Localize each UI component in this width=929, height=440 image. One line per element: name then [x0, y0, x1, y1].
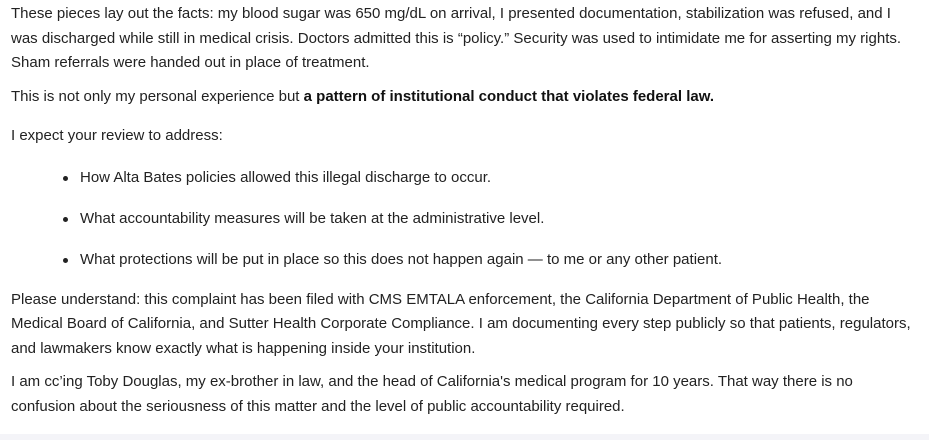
bottom-divider	[0, 434, 929, 440]
review-intro: I expect your review to address:	[11, 127, 223, 144]
facts-paragraph: These pieces lay out the facts: my blood sugar was 650 mg/dL on arrival, I presented documentation, stabilization was refused, and I was discharged while still in medical crisis. Doctors admitted this is “policy.” Security was used to intimidate me for asserting my rights. Sham referrals were handed out in place of treatment.	[11, 5, 902, 71]
pattern-paragraph-bold: a pattern of institutional conduct that violates federal law.	[303, 87, 714, 105]
list-item-text: What accountability measures will be taken at the administrative level.	[80, 209, 545, 227]
bullet-icon	[63, 217, 68, 222]
bullet-icon	[63, 176, 68, 181]
list-item	[11, 166, 911, 190]
email-body	[11, 2, 911, 419]
list-item-text: How Alta Bates policies allowed this illegal discharge to occur.	[80, 168, 492, 186]
list-item	[11, 207, 911, 231]
complaint-paragraph: Please understand: this complaint has been filed with CMS EMTALA enforcement, the California Department of Public Health, the Medical Board of California, and Sutter Health Corporate Compliance. I am documenting every step publicly so that patients, regulators, and lawmakers know exactly what is happening inside your institution.	[11, 290, 911, 357]
list-item	[11, 248, 911, 272]
cc-paragraph: I am cc’ing Toby Douglas, my ex-brother in law, and the head of California's medical program for 10 years. That way there is no confusion about the seriousness of this matter and the level of public accountability required.	[11, 373, 853, 415]
list-item-text: What protections will be put in place so this does not happen again — to me or any other patient.	[80, 250, 723, 268]
pattern-paragraph-text: This is not only my personal experience but	[11, 87, 304, 105]
bullet-icon	[63, 258, 68, 263]
pattern-paragraph	[11, 85, 911, 110]
review-list	[11, 166, 911, 272]
